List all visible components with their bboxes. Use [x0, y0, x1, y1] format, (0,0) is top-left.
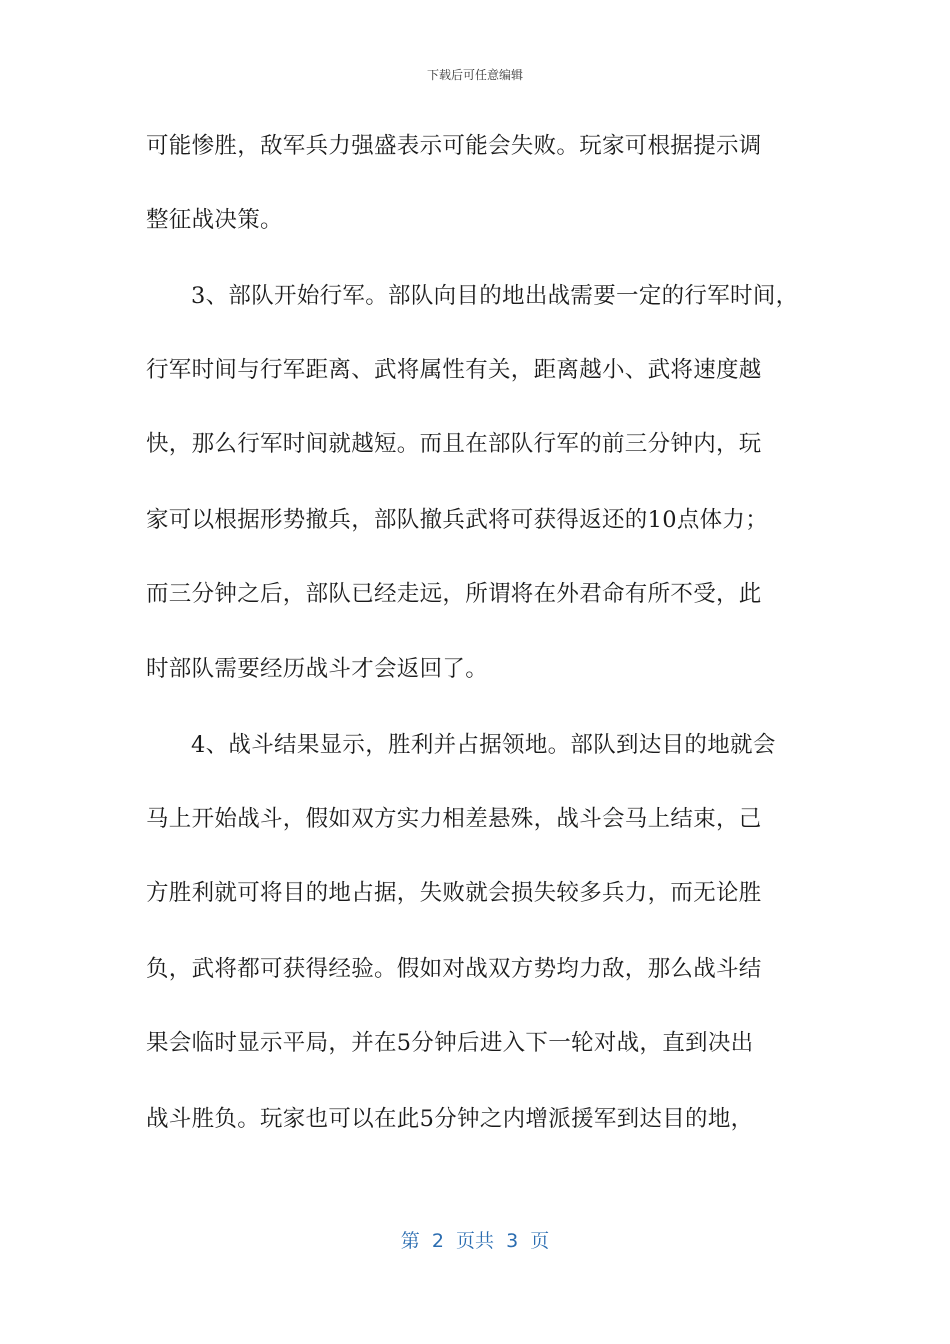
text-line: 时部队需要经历战斗才会返回了。 [146, 656, 489, 682]
text-line: 快，那么行军时间就越短。而且在部队行军的前三分钟内，玩 [146, 431, 762, 457]
page-number-footer: 第 2 页共 3 页 [400, 1230, 550, 1252]
text-line: 果会临时显示平局，并在5分钟后进入下一轮对战，直到决出 [146, 1030, 754, 1056]
text-line: 整征战决策。 [146, 207, 283, 233]
text-line: 战斗胜负。玩家也可以在此5分钟之内增派援军到达目的地， [146, 1106, 754, 1132]
text-line: 行军时间与行军距离、武将属性有关，距离越小、武将速度越 [146, 357, 762, 383]
text-line: 马上开始战斗，假如双方实力相差悬殊，战斗会马上结束，己 [146, 806, 762, 832]
text-line: 家可以根据形势撤兵，部队撤兵武将可获得返还的10点体力； [146, 507, 769, 533]
text-line: 方胜利就可将目的地占据，失败就会损失较多兵力，而无论胜 [146, 880, 762, 906]
page-header: 下载后可任意编辑 [426, 68, 523, 82]
paragraph-3-start: 3、部队开始行军。部队向目的地出战需要一定的行军时间， [191, 283, 799, 309]
text-line: 负，武将都可获得经验。假如对战双方势均力敌，那么战斗结 [146, 956, 762, 982]
paragraph-4-start: 4、战斗结果显示，胜利并占据领地。部队到达目的地就会 [191, 732, 776, 758]
text-line: 可能惨胜，敌军兵力强盛表示可能会失败。玩家可根据提示调 [146, 133, 762, 159]
text-line: 而三分钟之后，部队已经走远，所谓将在外君命有所不受，此 [146, 581, 762, 607]
